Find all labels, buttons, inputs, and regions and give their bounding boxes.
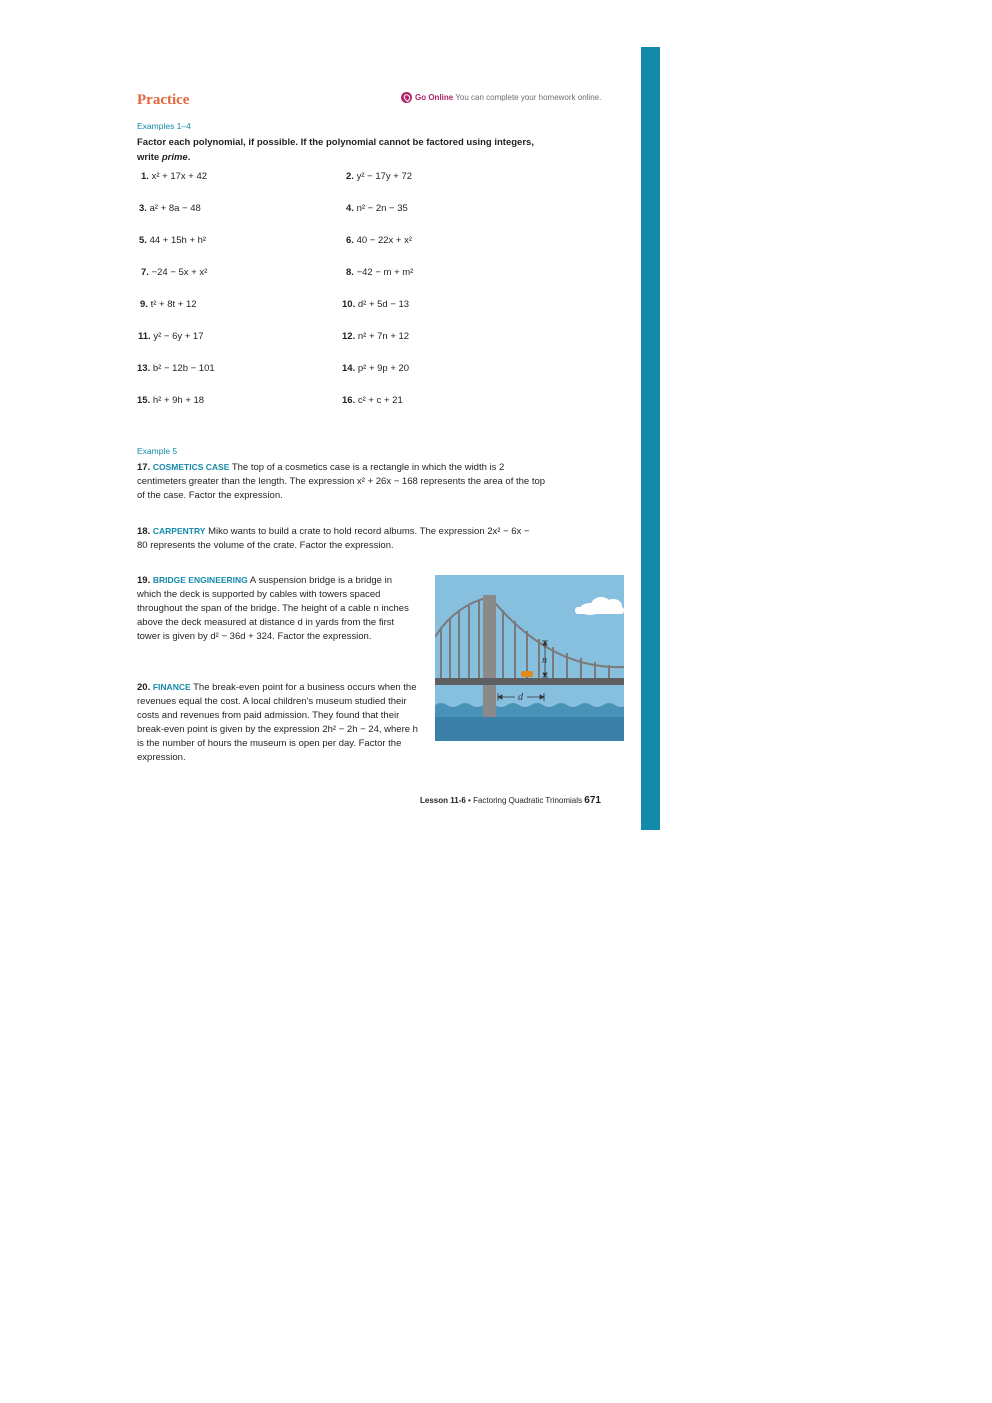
problem-text: Miko wants to build a crate to hold record albums. The expression 2x² − 6x − 80 represents the volume of the crate. Factor the expression. bbox=[137, 526, 530, 551]
page-footer bbox=[420, 795, 601, 806]
exercise-expression: d² + 5d − 13 bbox=[357, 299, 410, 310]
exercise-expression: a² + 8a − 48 bbox=[149, 203, 201, 214]
exercise-number: 3. bbox=[139, 203, 147, 214]
problem-number: 18. bbox=[137, 526, 151, 537]
problem-keyword: COSMETICS CASE bbox=[152, 462, 230, 472]
side-color-bar bbox=[641, 47, 660, 830]
exercise-number: 2. bbox=[346, 171, 354, 182]
car bbox=[521, 671, 533, 677]
exercise-9 bbox=[140, 299, 197, 310]
page-title: Practice bbox=[137, 92, 190, 108]
page-number: 671 bbox=[584, 795, 601, 806]
problem-19 bbox=[137, 573, 417, 644]
exercise-number: 6. bbox=[346, 235, 354, 246]
exercise-expression: h² + 9h + 18 bbox=[152, 395, 205, 406]
problem-20 bbox=[137, 680, 425, 765]
exercise-expression: 44 + 15h + h² bbox=[149, 235, 207, 246]
exercise-5 bbox=[139, 235, 206, 246]
exercise-expression: 40 − 22x + x² bbox=[356, 235, 413, 246]
exercise-4 bbox=[346, 203, 408, 214]
exercise-8 bbox=[346, 267, 413, 278]
exercise-number: 14. bbox=[342, 363, 356, 374]
exercise-expression: x² + 17x + 42 bbox=[151, 171, 208, 182]
exercise-11 bbox=[138, 331, 204, 342]
exercise-expression: n² − 2n − 35 bbox=[356, 203, 408, 214]
exercise-number: 4. bbox=[346, 203, 354, 214]
problem-text: A suspension bridge is a bridge in which the deck is supported by cables with towers spaced throughout the span of the bridge. The height of a cable n inches above the deck measured at distance d in yards from the first tower is given by d² − 36d + 324. Factor the expression. bbox=[137, 575, 409, 642]
exercise-10 bbox=[342, 299, 409, 310]
exercise-number: 15. bbox=[137, 395, 151, 406]
exercise-number: 10. bbox=[342, 299, 356, 310]
exercise-number: 5. bbox=[139, 235, 147, 246]
exercise-number: 8. bbox=[346, 267, 354, 278]
problem-keyword: CARPENTRY bbox=[152, 526, 206, 536]
footer-topic: Factoring Quadratic Trinomials bbox=[473, 796, 583, 805]
problem-17 bbox=[137, 460, 547, 503]
go-online-note bbox=[401, 92, 601, 103]
instructions bbox=[137, 135, 557, 165]
exercise-16 bbox=[342, 395, 403, 406]
label-n: n bbox=[542, 655, 547, 666]
problem-text: The break-even point for a business occurs when the revenues equal the cost. A local children's museum studied their costs and revenues from paid admission. They found that their break-even point is given by the expression 2h² − 2h − 24, where h is the number of hours the museum is open per day. Factor the expression. bbox=[137, 682, 418, 763]
problem-keyword: BRIDGE ENGINEERING bbox=[152, 575, 248, 585]
exercise-expression: y² − 6y + 17 bbox=[153, 331, 204, 342]
exercise-number: 9. bbox=[140, 299, 148, 310]
instruction-text: Factor each polynomial, if possible. If the polynomial cannot be factored using integers, write bbox=[137, 137, 534, 163]
tower-base bbox=[483, 685, 496, 717]
exercise-expression: y² − 17y + 72 bbox=[356, 171, 413, 182]
exercise-expression: c² + c + 21 bbox=[357, 395, 403, 406]
exercise-expression: n² + 7n + 12 bbox=[357, 331, 410, 342]
exercise-14 bbox=[342, 363, 409, 374]
exercise-number: 13. bbox=[137, 363, 151, 374]
problem-keyword: FINANCE bbox=[152, 682, 191, 692]
exercise-expression: −42 − m + m² bbox=[356, 267, 414, 278]
exercise-expression: t² + 8t + 12 bbox=[150, 299, 197, 310]
water-deep bbox=[435, 717, 624, 741]
exercise-15 bbox=[137, 395, 204, 406]
exercise-number: 12. bbox=[342, 331, 356, 342]
label-d: d bbox=[518, 692, 523, 703]
exercise-number: 7. bbox=[141, 267, 149, 278]
bridge-deck bbox=[435, 678, 624, 685]
exercise-number: 16. bbox=[342, 395, 356, 406]
footer-separator: • bbox=[468, 796, 471, 805]
section-label-example-5: Example 5 bbox=[137, 446, 178, 456]
exercise-expression: b² − 12b − 101 bbox=[152, 363, 215, 374]
problem-text: The top of a cosmetics case is a rectangle in which the width is 2 centimeters greater than the length. The expression x² + 26x − 168 represents the area of the top of the case. Factor the expression. bbox=[137, 462, 546, 501]
go-online-text: You can complete your homework online. bbox=[455, 93, 602, 102]
problem-number: 17. bbox=[137, 462, 151, 473]
exercise-2 bbox=[346, 171, 412, 182]
instruction-end: . bbox=[187, 152, 191, 163]
exercise-3 bbox=[139, 203, 201, 214]
section-label-examples-1-4: Examples 1–4 bbox=[137, 121, 191, 131]
problem-18 bbox=[137, 524, 537, 553]
exercise-6 bbox=[346, 235, 412, 246]
exercise-7 bbox=[141, 267, 207, 278]
exercise-number: 11. bbox=[138, 331, 151, 342]
problem-number: 19. bbox=[137, 575, 151, 586]
exercise-number: 1. bbox=[141, 171, 149, 182]
exercise-13 bbox=[137, 363, 215, 374]
exercise-expression: p² + 9p + 20 bbox=[357, 363, 410, 374]
instruction-emphasis: prime bbox=[161, 152, 188, 163]
exercise-expression: −24 − 5x + x² bbox=[151, 267, 208, 278]
problem-number: 20. bbox=[137, 682, 151, 693]
footer-lesson: Lesson 11-6 bbox=[420, 796, 466, 805]
bridge-illustration bbox=[435, 575, 624, 741]
go-online-icon bbox=[401, 92, 412, 103]
exercise-12 bbox=[342, 331, 409, 342]
go-online-link[interactable]: Go Online bbox=[415, 93, 454, 102]
exercise-1 bbox=[141, 171, 207, 182]
bridge-svg bbox=[435, 575, 624, 741]
